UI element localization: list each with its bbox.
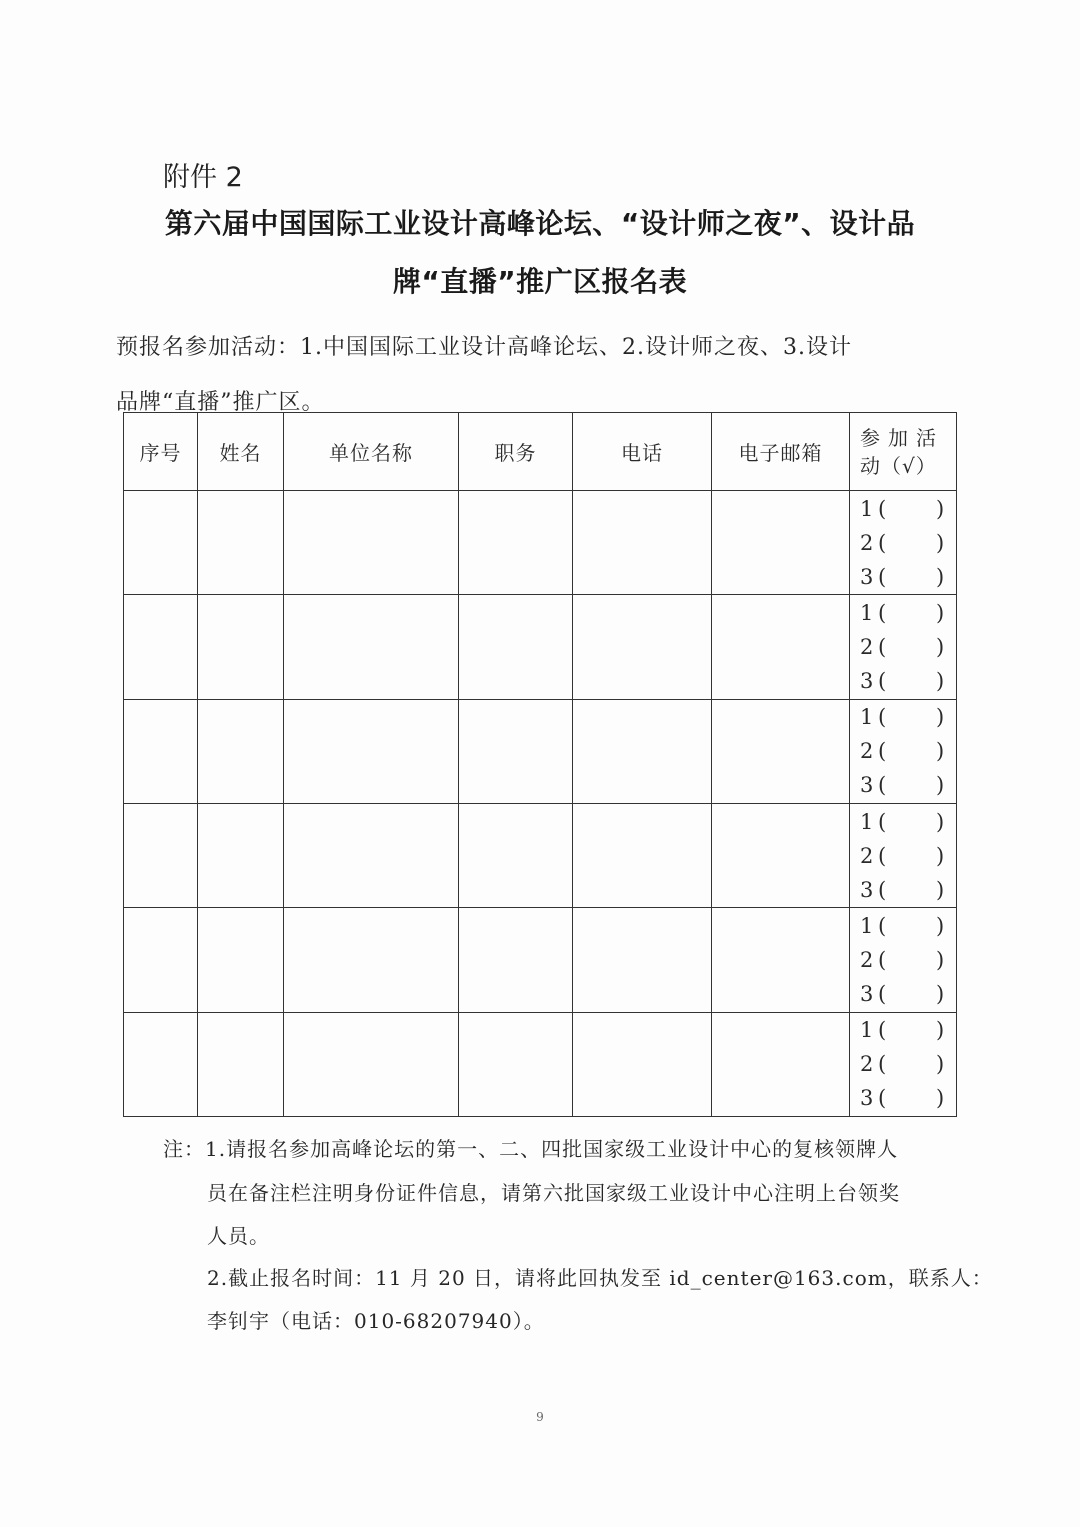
activity-option[interactable] [850,839,956,873]
header-position: 职务 [459,413,573,491]
activity-option[interactable] [850,734,956,768]
activity-option[interactable] [850,1047,956,1081]
checkbox-open-paren: ( [878,843,887,868]
position-cell[interactable] [459,699,573,803]
header-phone: 电话 [573,413,712,491]
serial-cell[interactable] [124,595,198,699]
form-title-line-2: 牌“直播”推广区报名表 [392,265,688,298]
header-organization: 单位名称 [284,413,459,491]
phone-cell[interactable] [573,491,712,595]
table-row [124,908,957,1012]
name-cell[interactable] [198,595,284,699]
checkbox-open-paren: ( [878,1052,887,1077]
email-cell[interactable] [712,908,850,1012]
activity-options-cell [850,803,957,907]
email-cell[interactable] [712,1012,850,1116]
registration-table [123,412,957,1117]
phone-cell[interactable] [573,699,712,803]
checkbox-open-paren: ( [878,530,887,555]
activity-option[interactable] [850,560,956,594]
activity-option-number: 3 [860,564,874,589]
checkbox-open-paren: ( [878,773,887,798]
phone-cell[interactable] [573,803,712,907]
activity-option-number: 3 [860,981,874,1006]
position-cell[interactable] [459,803,573,907]
position-cell[interactable] [459,908,573,1012]
serial-cell[interactable] [124,803,198,907]
checkbox-open-paren: ( [878,496,887,521]
activity-option[interactable] [850,630,956,664]
checkbox-open-paren: ( [878,600,887,625]
checkbox-close-paren: ) [936,564,945,589]
email-cell[interactable] [712,699,850,803]
activity-option-number: 2 [860,843,874,868]
activity-option-number: 1 [860,809,874,834]
checkbox-close-paren: ) [936,668,945,693]
activity-option-number: 1 [860,1018,874,1043]
checkbox-open-paren: ( [878,668,887,693]
activity-option[interactable] [850,805,956,839]
checkbox-close-paren: ) [936,843,945,868]
header-activities-line-2: 动（√） [860,453,937,478]
checkbox-open-paren: ( [878,564,887,589]
serial-cell[interactable] [124,699,198,803]
attachment-label: 附件 2 [163,162,243,193]
activity-option-number: 1 [860,913,874,938]
phone-cell[interactable] [573,1012,712,1116]
serial-cell[interactable] [124,1012,198,1116]
organization-cell[interactable] [284,699,459,803]
form-title-line-1: 第六届中国国际工业设计高峰论坛、“设计师之夜”、设计品 [164,207,916,240]
table-body [124,491,957,1117]
checkbox-open-paren: ( [878,947,887,972]
note-line-5: 李钊宇（电话：010-68207940）。 [207,1309,545,1333]
activity-options-cell [850,595,957,699]
activity-option[interactable] [850,596,956,630]
checkbox-close-paren: ) [936,530,945,555]
organization-cell[interactable] [284,595,459,699]
checkbox-close-paren: ) [936,947,945,972]
activity-option-number: 3 [860,1086,874,1111]
checkbox-close-paren: ) [936,913,945,938]
activity-option[interactable] [850,664,956,698]
organization-cell[interactable] [284,491,459,595]
checkbox-open-paren: ( [878,877,887,902]
name-cell[interactable] [198,491,284,595]
table-header-row [124,413,957,491]
table-row [124,595,957,699]
organization-cell[interactable] [284,803,459,907]
position-cell[interactable] [459,595,573,699]
position-cell[interactable] [459,491,573,595]
checkbox-open-paren: ( [878,913,887,938]
table-row [124,699,957,803]
activity-option[interactable] [850,977,956,1011]
name-cell[interactable] [198,803,284,907]
activity-option[interactable] [850,1013,956,1047]
note-line-1: 注：1.请报名参加高峰论坛的第一、二、四批国家级工业设计中心的复核领牌人 [163,1137,899,1161]
activity-option-number: 2 [860,530,874,555]
checkbox-open-paren: ( [878,1086,887,1111]
checkbox-close-paren: ) [936,1086,945,1111]
checkbox-close-paren: ) [936,1052,945,1077]
note-line-3: 人员。 [207,1224,270,1248]
activity-options-cell [850,491,957,595]
activity-option-number: 2 [860,947,874,972]
position-cell[interactable] [459,1012,573,1116]
header-name: 姓名 [198,413,284,491]
activity-option[interactable] [850,700,956,734]
checkbox-open-paren: ( [878,705,887,730]
header-email: 电子邮箱 [712,413,850,491]
table-row [124,491,957,595]
activity-option-number: 2 [860,634,874,659]
name-cell[interactable] [198,699,284,803]
checkbox-close-paren: ) [936,739,945,764]
checkbox-open-paren: ( [878,1018,887,1043]
note-line-2: 员在备注栏注明身份证件信息，请第六批国家级工业设计中心注明上台领奖 [207,1181,900,1205]
page-number: 9 [536,1410,544,1424]
checkbox-close-paren: ) [936,981,945,1006]
activity-option-number: 3 [860,877,874,902]
header-activities-line-1: 参加活 [860,425,944,450]
organization-cell[interactable] [284,1012,459,1116]
checkbox-close-paren: ) [936,1018,945,1043]
activity-option[interactable] [850,768,956,802]
serial-cell[interactable] [124,491,198,595]
activity-options-cell [850,908,957,1012]
checkbox-close-paren: ) [936,600,945,625]
activity-option[interactable] [850,873,956,907]
activity-option[interactable] [850,1081,956,1115]
organization-cell[interactable] [284,908,459,1012]
table-row [124,1012,957,1116]
checkbox-open-paren: ( [878,809,887,834]
activity-option-number: 1 [860,496,874,521]
checkbox-close-paren: ) [936,773,945,798]
intro-line-1: 预报名参加活动：1.中国国际工业设计高峰论坛、2.设计师之夜、3.设计 [116,335,852,360]
name-cell[interactable] [198,1012,284,1116]
checkbox-close-paren: ) [936,496,945,521]
activity-option-number: 1 [860,600,874,625]
intro-line-2: 品牌“直播”推广区。 [116,390,325,415]
activity-option-number: 3 [860,668,874,693]
activity-option-number: 2 [860,1052,874,1077]
activity-option[interactable] [850,492,956,526]
activity-option-number: 3 [860,773,874,798]
email-cell[interactable] [712,491,850,595]
serial-cell[interactable] [124,908,198,1012]
activity-options-cell [850,1012,957,1116]
name-cell[interactable] [198,908,284,1012]
header-serial: 序号 [124,413,198,491]
checkbox-close-paren: ) [936,877,945,902]
phone-cell[interactable] [573,908,712,1012]
note-line-4: 2.截止报名时间：11 月 20 日，请将此回执发至 id_center@163.com，联系人： [207,1266,993,1290]
checkbox-close-paren: ) [936,809,945,834]
activity-options-cell [850,699,957,803]
email-cell[interactable] [712,803,850,907]
phone-cell[interactable] [573,595,712,699]
checkbox-open-paren: ( [878,739,887,764]
activity-option[interactable] [850,943,956,977]
email-cell[interactable] [712,595,850,699]
header-activities [850,413,957,491]
checkbox-open-paren: ( [878,981,887,1006]
activity-option-number: 2 [860,739,874,764]
activity-option[interactable] [850,909,956,943]
table-row [124,803,957,907]
activity-option-number: 1 [860,705,874,730]
checkbox-open-paren: ( [878,634,887,659]
activity-option[interactable] [850,526,956,560]
checkbox-close-paren: ) [936,705,945,730]
checkbox-close-paren: ) [936,634,945,659]
